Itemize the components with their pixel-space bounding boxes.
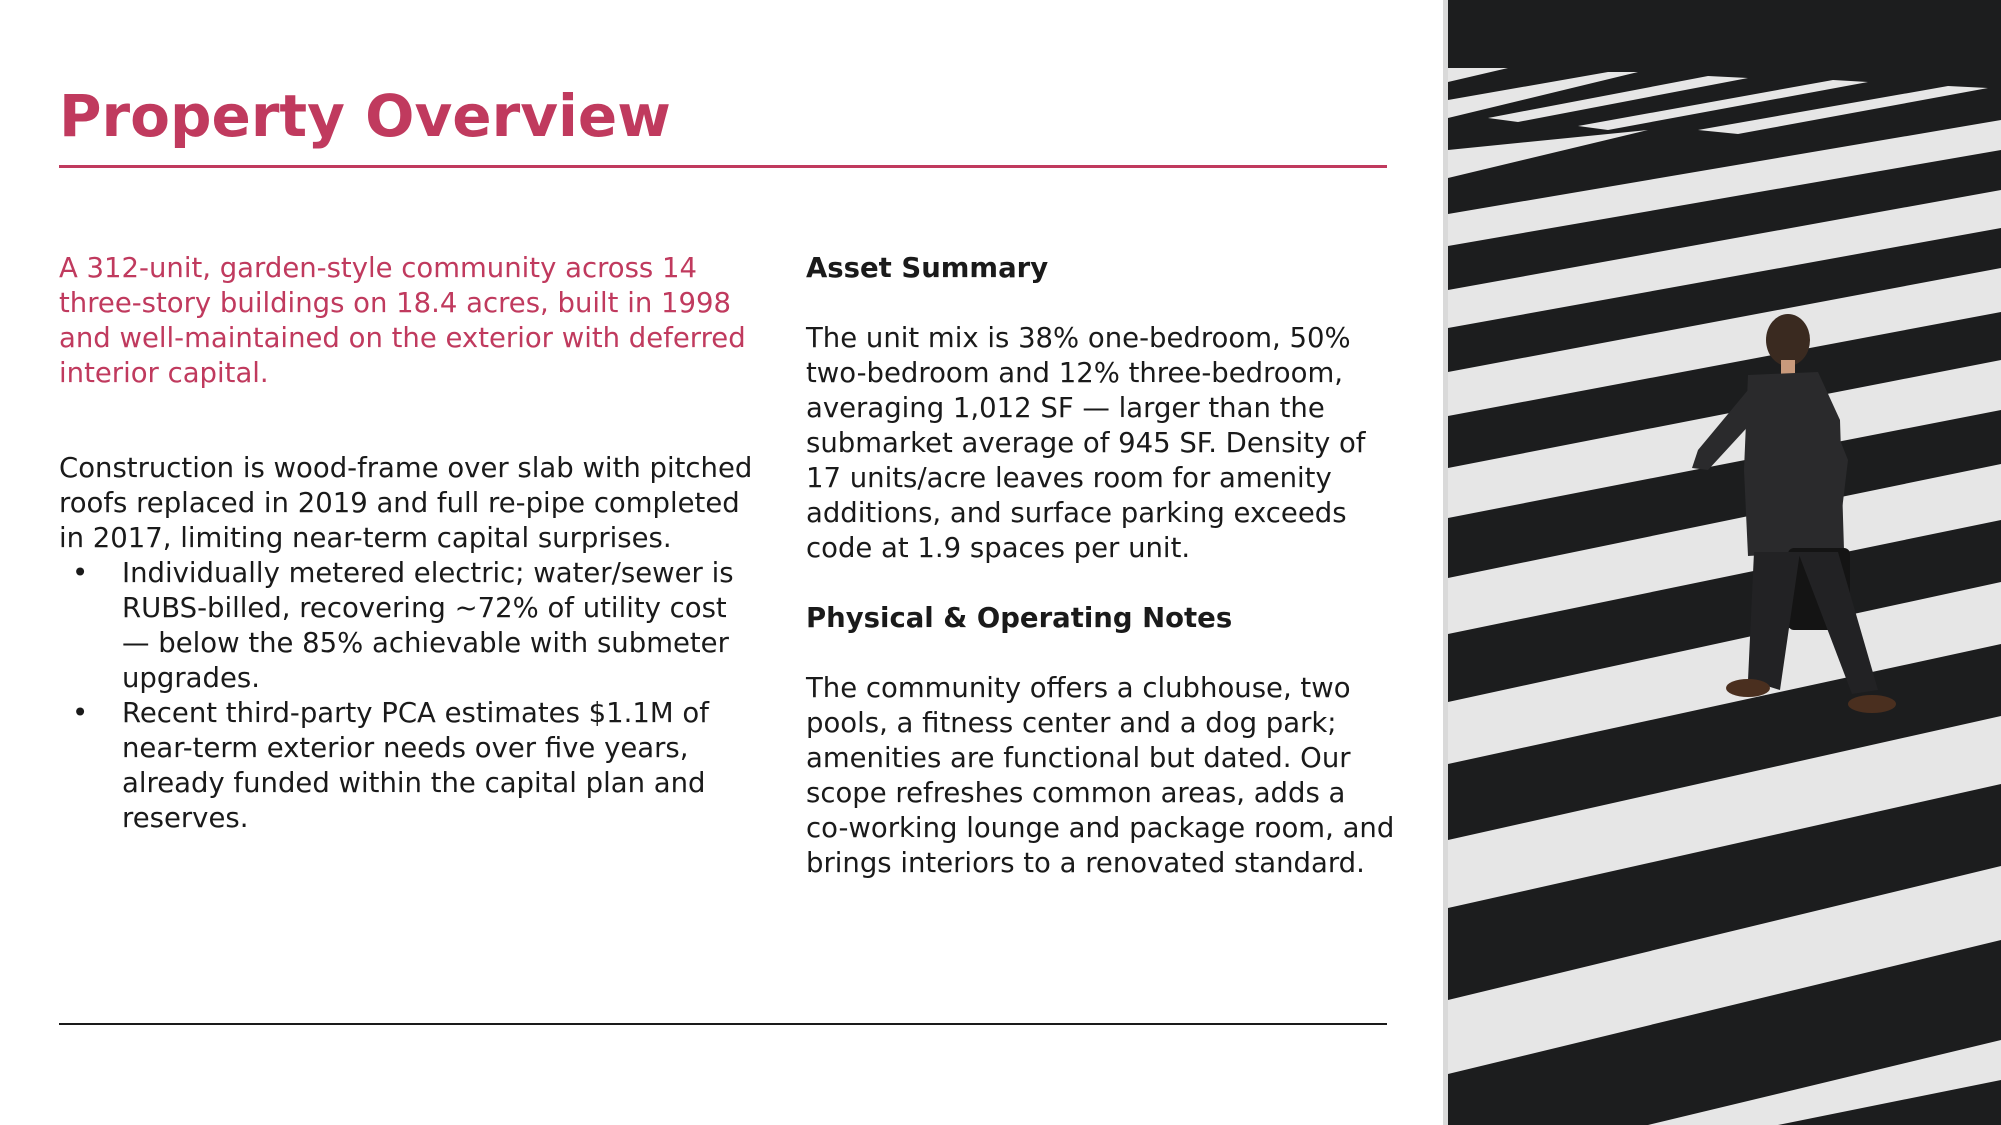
- bullet-icon: •: [72, 697, 89, 729]
- operating-notes-heading: Physical & Operating Notes: [806, 602, 1233, 634]
- bullet-text: Individually metered electric; water/sewer is RUBS-billed, recovering ~72% of utility cost — below the 85% achievable with submeter upgrades.: [122, 557, 734, 694]
- asset-summary-text: The unit mix is 38% one-bedroom, 50% two-bedroom and 12% three-bedroom, averaging 1,012 SF — larger than the submarket average of 945 SF. Density of 17 units/acre leaves room for amenity additions, and surface parking exceeds code at 1.9 spaces per unit.: [806, 322, 1366, 564]
- left-column: [59, 251, 759, 836]
- operating-notes-text: The community offers a clubhouse, two pools, a fitness center and a dog park; amenities are functional but dated. Our scope refreshes common areas, adds a co-working lounge and package room, and brings interiors to a renovated standard.: [806, 672, 1395, 879]
- bullet-list: [59, 556, 759, 836]
- construction-paragraph: Construction is wood-frame over slab with pitched roofs replaced in 2019 and full re-pipe completed in 2017, limiting near-term capital surprises.: [59, 452, 753, 554]
- bullet-text: Recent third-party PCA estimates $1.1M of near-term exterior needs over five years, already funded within the capital plan and reserves.: [122, 697, 709, 834]
- list-item: [59, 696, 759, 836]
- crosswalk-photo: [1443, 0, 2001, 1125]
- right-column: [806, 251, 1396, 881]
- title-divider: [59, 165, 1387, 168]
- intro-paragraph: A 312-unit, garden-style community across 14 three-story buildings on 18.4 acres, built in 1998 and well-maintained on the exterior with deferred interior capital.: [59, 252, 746, 389]
- crosswalk-illustration: [1448, 0, 2001, 1125]
- footer-divider: [59, 1023, 1387, 1025]
- asset-summary-heading: Asset Summary: [806, 252, 1049, 284]
- bullet-icon: •: [72, 557, 89, 589]
- page-title: Property Overview: [59, 82, 671, 150]
- list-item: [59, 556, 759, 696]
